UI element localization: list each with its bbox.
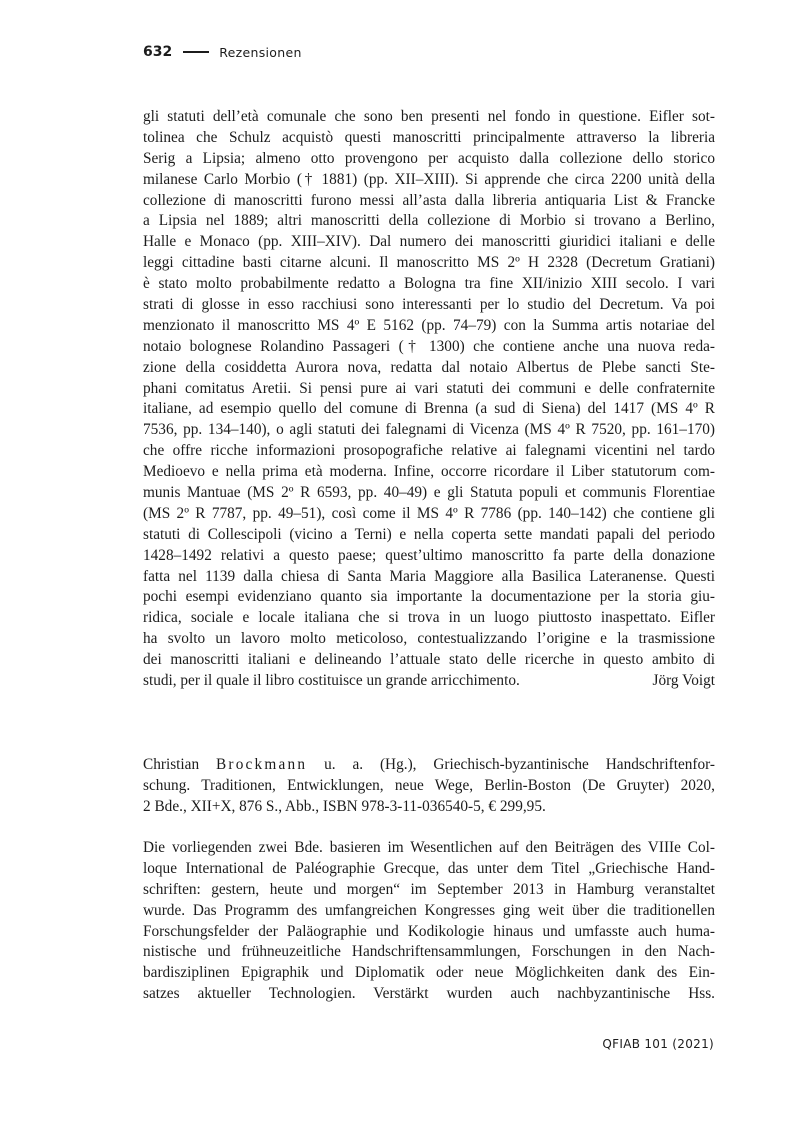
text-line: ha svolto un lavoro molto meticoloso, contestualizzando l’origine e la trasmissione	[143, 630, 715, 648]
editor-first-name: Christian	[143, 756, 200, 773]
text-line: pochi esempi evidenziano quanto sia importante la documentazione per la storia giu-	[143, 588, 715, 606]
text-line: fatta nel 1139 dalla chiesa di Santa Maria Maggiore alla Basilica Lateranense. Questi	[143, 567, 715, 585]
biblio-line: schung. Traditionen, Entwicklungen, neue Wege, Berlin-Boston (De Gruyter) 2020,	[143, 776, 715, 794]
reviewer-signature: Jörg Voigt	[652, 672, 715, 690]
text-line: gli statuti dell’età comunale che sono ben presenti nel fondo in questione. Eifler sot-	[143, 108, 715, 125]
text-line: dei manoscritti italiani e delineando l’attuale stato delle ricerche in questo ambito di	[143, 651, 715, 669]
closing-line	[143, 671, 715, 692]
bibliographic-entry	[143, 755, 715, 818]
text-line: nistische und frühneuzeitliche Handschriftensammlungen, Forschungen in den Nach-	[143, 943, 715, 961]
text-line: zione della cosiddetta Aurora nova, redatta dal notaio Albertus de Plebe sancti Ste-	[143, 358, 715, 376]
text-line: (MS 2º R 7787, pp. 49–51), così come il MS 4º R 7786 (pp. 140–142) che contiene gli	[143, 504, 715, 522]
section-label: Rezensionen	[219, 44, 302, 60]
header-rule	[183, 51, 209, 53]
text-line: che offre ricche informazioni prosopografiche relative ai falegnami vicentini nel tardo	[143, 442, 715, 460]
text-line: Serig a Lipsia; almeno otto provengono per acquisto dalla collezione dello storico	[143, 149, 715, 167]
text-line: è stato molto probabilmente redatto a Bologna tra fine XII/inizio XIII secolo. I vari	[143, 275, 715, 293]
text-line: milanese Carlo Morbio († 1881) (pp. XII–XIII). Si apprende che circa 2200 unità della	[143, 170, 715, 188]
text-line: Forschungsfelder der Paläographie und Kodikologie hinaus und umfasste auch huma-	[143, 922, 715, 940]
text-line: 1428–1492 relativi a questo paese; quest’ultimo manoscritto fa parte della donazione	[143, 546, 715, 564]
text-line: Medioevo e nella prima età moderna. Infine, occorre ricordare il Liber statutorum com-	[143, 463, 715, 481]
text-line: satzes aktueller Technologien. Verstärkt wurden auch nachbyzantinische Hss.	[143, 985, 715, 1003]
running-head	[143, 44, 302, 60]
text-line: loque International de Paléographie Grecque, das unter dem Titel „Griechische Hand-	[143, 859, 715, 877]
text-line: statuti di Collescipoli (vicino a Terni) e nella coperta sette mandati papali del periodo	[143, 525, 715, 543]
text-line: a Lipsia nel 1889; altri manoscritti della collezione di Morbio si trovano a Berlino,	[143, 212, 715, 230]
text-line: collezione di manoscritti furono messi all’asta dalla libreria antiquaria List & Francke	[143, 191, 715, 209]
next-review-body	[143, 838, 715, 1005]
text-line: schriften: gestern, heute und morgen“ im September 2013 in Hamburg veranstaltet	[143, 880, 715, 898]
text-line: strati di glosse in esso racchiusi sono interessanti per lo studio del Decretum. Va poi	[143, 296, 715, 314]
text-line: tolinea che Schulz acquistò questi manoscritti principalmente attraverso la libreria	[143, 128, 715, 146]
text-line: ridica, sociale e locale italiana che si trova in un luogo piuttosto inaspettato. Eifler	[143, 609, 715, 627]
biblio-line	[143, 755, 715, 776]
text-line: munis Mantuae (MS 2º R 6593, pp. 40–49) e gli Statuta populi et communis Florentiae	[143, 484, 715, 502]
text-line: Die vorliegenden zwei Bde. basieren im Wesentlichen auf den Beiträgen des VIIIe Col-	[143, 839, 715, 856]
review-body	[143, 107, 715, 692]
text-line: leggi cittadine basti citarne alcuni. Il manoscritto MS 2º H 2328 (Decretum Gratiani)	[143, 254, 715, 272]
text-line: italiane, ad esempio quello del comune di Brenna (a sud di Siena) del 1417 (MS 4º R	[143, 400, 715, 418]
text-line: bardisziplinen Epigraphik und Diplomatik oder neue Möglichkeiten dank des Ein-	[143, 964, 715, 982]
text-line: Halle e Monaco (pp. XIII–XIV). Dal numero dei manoscritti giuridici italiani e delle	[143, 233, 715, 251]
text-line: wurde. Das Programm des umfangreichen Kongresses ging weit über die traditionellen	[143, 901, 715, 919]
text-line: phani comitatus Aretii. Si pensi pure ai vari statuti dei communi e delle confraternite	[143, 379, 715, 397]
closing-sentence: studi, per il quale il libro costituisce un grande arricchimento.	[143, 672, 520, 690]
journal-footer: QFIAB 101 (2021)	[602, 1037, 714, 1051]
biblio-line: 2 Bde., XII+X, 876 S., Abb., ISBN 978-3-11-036540-5, € 299,95.	[143, 797, 546, 815]
page-number: 632	[143, 44, 173, 60]
editor-last-name: Brockmann	[216, 756, 308, 773]
text-line: menzionato il manoscritto MS 4º E 5162 (pp. 74–79) con la Summa artis notariae del	[143, 316, 715, 334]
text-line: notaio bolognese Rolandino Passageri († 1300) che contiene anche una nuova reda-	[143, 337, 715, 355]
biblio-title-part: u. a. (Hg.), Griechisch-byzantinische Handschriftenfor-	[324, 756, 716, 773]
text-line: 7536, pp. 134–140), o agli statuti dei falegnami di Vicenza (MS 4º R 7520, pp. 161–170)	[143, 421, 715, 439]
